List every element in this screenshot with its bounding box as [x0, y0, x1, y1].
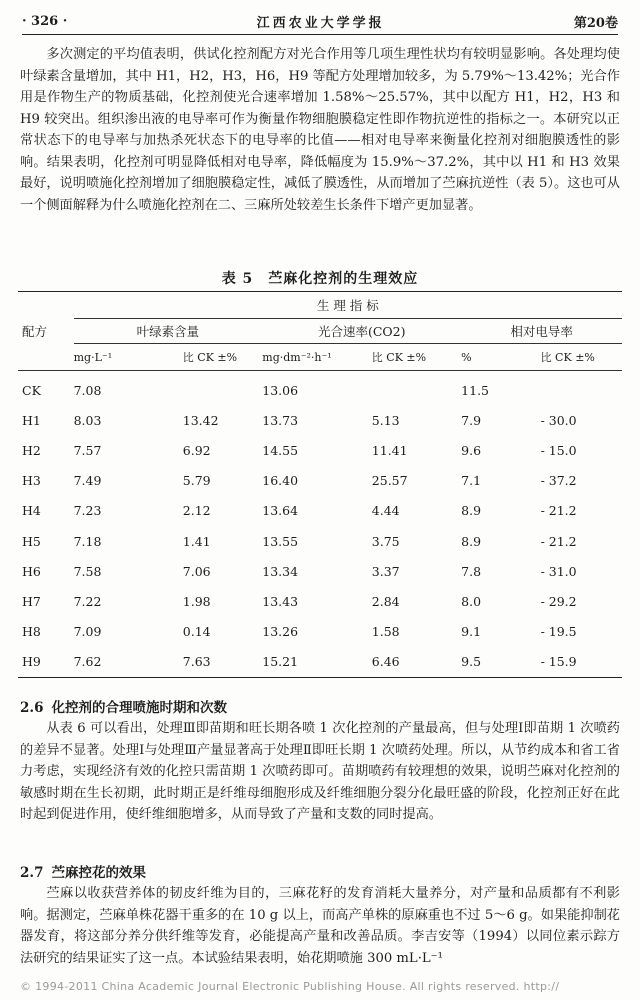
table-cell: 7.23	[73, 503, 102, 519]
formula-cell: H2	[22, 442, 41, 458]
table-cell: 1.41	[182, 533, 211, 549]
table-cell: 8.0	[461, 593, 482, 609]
journal-title: 江西农业大学学报	[256, 15, 385, 31]
table-cell	[372, 371, 461, 406]
table-row	[18, 435, 622, 465]
formula-cell: H7	[22, 593, 41, 609]
table-cell: 0.14	[182, 624, 211, 640]
table-cell: 7.49	[73, 473, 102, 489]
unit-header: mg·L⁻¹	[73, 350, 113, 364]
table-cell: 6.92	[182, 442, 211, 458]
chlorophyll-header: 叶绿素含量	[74, 319, 263, 344]
table-cell: 7.62	[73, 654, 102, 670]
table-cell: 7.18	[73, 533, 102, 549]
physiology-index-header: 生 理 指 标	[74, 292, 622, 319]
table-cell: 9.5	[461, 654, 482, 670]
table-cell: - 31.0	[540, 563, 577, 579]
table-cell	[183, 371, 262, 406]
table-row	[18, 556, 622, 586]
formula-header: 配方	[22, 324, 48, 339]
formula-cell: H4	[22, 503, 41, 519]
table-cell: - 15.0	[540, 442, 577, 458]
table-cell: - 19.5	[540, 624, 577, 640]
table-row	[18, 371, 622, 406]
table-cell: 13.55	[262, 533, 299, 549]
table-cell: - 30.0	[540, 412, 577, 428]
volume-label: 第20卷	[573, 15, 618, 31]
table-cell: 7.9	[461, 412, 482, 428]
formula-cell: H9	[22, 654, 41, 670]
section-number: 2.7	[20, 865, 44, 881]
table-cell: 3.75	[371, 533, 400, 549]
table-cell: 13.06	[262, 382, 299, 398]
table-cell: 13.26	[262, 624, 299, 640]
table-cell: 8.9	[461, 533, 482, 549]
table-row	[18, 526, 622, 556]
table-cell: 2.84	[371, 593, 400, 609]
table-cell: 2.12	[182, 503, 211, 519]
table-cell: 9.6	[461, 442, 482, 458]
unit-header: 比 CK ±%	[540, 351, 595, 364]
section-title: 苎麻控花的效果	[51, 865, 146, 881]
table-cell: 11.41	[371, 442, 408, 458]
table-row	[18, 617, 622, 647]
table-row	[18, 405, 622, 435]
physiology-table	[18, 291, 622, 678]
table-cell: 9.1	[461, 624, 482, 640]
formula-cell: H5	[22, 533, 41, 549]
table-cell: 7.08	[73, 382, 102, 398]
photosynthesis-header: 光合速率(CO2)	[262, 319, 461, 344]
table-cell: 13.42	[182, 412, 219, 428]
table-cell: 7.63	[182, 654, 211, 670]
section-2-7-heading	[20, 861, 146, 881]
table-cell: 7.06	[182, 563, 211, 579]
table-cell: 7.1	[461, 473, 482, 489]
table-cell: 15.21	[262, 654, 299, 670]
table-row	[18, 586, 622, 616]
table-cell: 3.37	[371, 563, 400, 579]
copyright-footer: © 1994-2011 China Academic Journal Electronic Publishing House. All rights reserved. http://	[20, 980, 560, 993]
table-cell: 1.58	[371, 624, 400, 640]
table-cell: 13.43	[262, 593, 299, 609]
table-body	[18, 371, 622, 678]
table-cell: 1.98	[182, 593, 211, 609]
table-title: 表 5 苎麻化控剂的生理效应	[221, 271, 419, 287]
table-cell: - 21.2	[540, 533, 577, 549]
formula-cell: CK	[22, 382, 41, 398]
table-cell	[541, 371, 622, 406]
table-row	[18, 647, 622, 678]
table-cell: 5.79	[182, 473, 211, 489]
table-cell: 14.55	[262, 442, 299, 458]
table-cell: 8.9	[461, 503, 482, 519]
table-row	[18, 466, 622, 496]
section-2-6-text: 从表 6 可以看出，处理Ⅲ即苗期和旺长期各喷 1 次化控剂的产量最高，但与处理Ⅰ即苗期 1 次喷药的差异不显著。处理Ⅰ与处理Ⅲ产量显著高于处理Ⅱ即旺长期 1 次喷药处理。所以，从节约成本和省工省力考虑，实现经济有效的化控只需苗期 1 次喷药即可。苗期喷药有较理想的效果，说明苎麻对化控剂的敏感时期在生长初期，此时期正是纤维母细胞形成及纤维细胞分裂分化最旺盛的阶段，化控剂正好在此时起到促进作用，使纤维细胞增多，从而导致了产量和支数的同时提高。	[20, 721, 620, 822]
table-cell: - 29.2	[540, 593, 577, 609]
formula-cell: H8	[22, 624, 41, 640]
paragraph-physiology-results: 多次测定的平均值表明，供试化控剂配方对光合作用等几项生理性状均有较明显影响。各处理均使叶绿素含量增加，其中 H1，H2，H3，H6，H9 等配方处理增加较多，为 5.79%～13.42%；光合作用是作物生产的物质基础，化控剂使光合速率增加 1.58%～25.57%，其中以配方 H1，H2，H3 和 H9 较突出。组织渗出液的电导率可作为衡量作物细胞膜稳定性即作物抗逆性的指标之一。本研究以正常状态下的电导率与加热杀死状态下的电导率的比值——相对电导率来衡量化控剂对细胞膜透性的影响。结果表明，化控剂可明显降低相对电导率，降低幅度为 15.9%～37.2%，其中以 H1 和 H3 效果最好，说明喷施化控剂增加了细胞膜稳定性，减低了膜透性，从而增加了苎麻抗逆性（表 5）。这也可从一个侧面解释为什么喷施化控剂在二、三麻所处较差生长条件下增产更加显著。	[20, 47, 620, 213]
section-title: 化控剂的合理喷施时期和次数	[51, 700, 227, 716]
table-cell: 6.46	[371, 654, 400, 670]
unit-header: mg·dm⁻²·h⁻¹	[262, 350, 332, 364]
page-number: · 326 ·	[22, 13, 68, 29]
section-2-6-heading	[20, 696, 227, 716]
table-cell: 13.34	[262, 563, 299, 579]
conductivity-header: 相对电导率	[461, 319, 622, 344]
page-header	[22, 8, 618, 35]
table-cell: - 21.2	[540, 503, 577, 519]
formula-cell: H1	[22, 412, 41, 428]
table-cell: - 15.9	[540, 654, 577, 670]
formula-cell: H6	[22, 563, 41, 579]
table-cell: 5.13	[371, 412, 400, 428]
table-row	[18, 496, 622, 526]
unit-header: %	[461, 350, 472, 364]
table-cell: 16.40	[262, 473, 299, 489]
table-cell: 11.5	[461, 382, 490, 398]
table-cell: 13.73	[262, 412, 299, 428]
unit-header: 比 CK ±%	[182, 351, 238, 364]
table-cell: 25.57	[371, 473, 408, 489]
section-2-7-text: 苎麻以收获营养体的韧皮纤维为目的，三麻花籽的发育消耗大量养分，对产量和品质都有不利影响。据测定，苎麻单株花器干重多的在 10 g 以上，而高产单株的原麻重也不过 5～6 g。如果能抑制花器发育，将这部分养分供纤维等发育，必能提高产量和改善品质。李吉安等（1994）以同位素示踪方法研究的结果证实了这一点。本试验结果表明，始花期喷施 300 mL·L⁻¹	[20, 886, 620, 966]
table-cell: 7.22	[73, 593, 102, 609]
unit-header: 比 CK ±%	[371, 351, 427, 364]
table-cell: 8.03	[73, 412, 102, 428]
table-cell: - 37.2	[540, 473, 577, 489]
section-number: 2.6	[20, 700, 44, 716]
table-cell: 7.8	[461, 563, 482, 579]
table-cell: 7.09	[73, 624, 102, 640]
table-cell: 13.64	[262, 503, 299, 519]
formula-cell: H3	[22, 473, 41, 489]
table-cell: 7.58	[73, 563, 102, 579]
table-cell: 4.44	[371, 503, 400, 519]
table-cell: 7.57	[73, 442, 102, 458]
